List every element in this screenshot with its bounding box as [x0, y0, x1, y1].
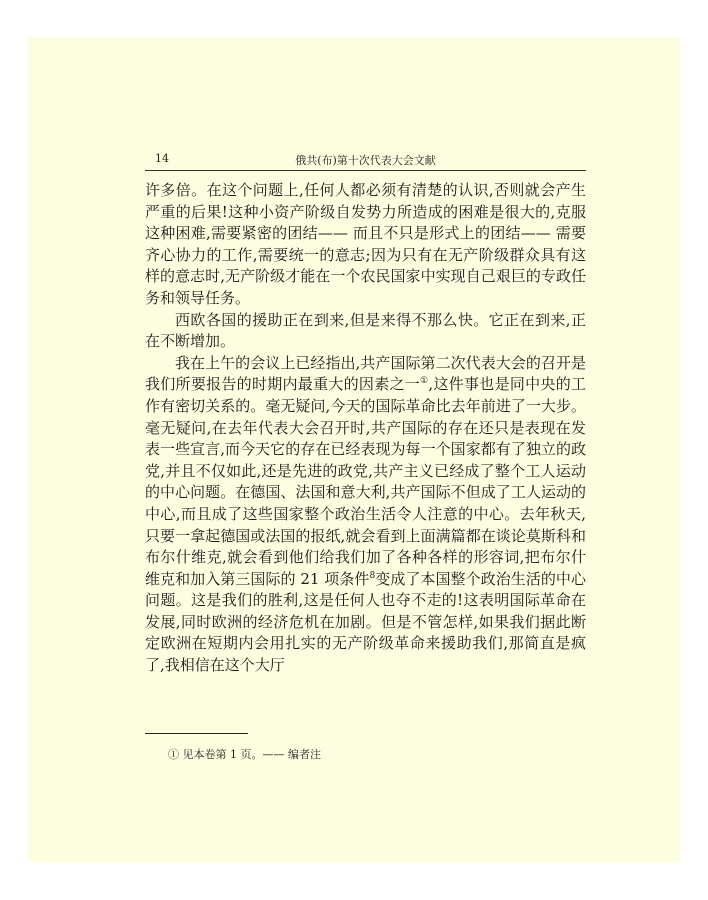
page-number: 14	[155, 152, 169, 165]
page-header	[145, 152, 586, 171]
footnote-marker: ①	[168, 748, 179, 761]
running-title: 俄共(布)第十次代表大会文献	[295, 154, 436, 167]
paragraph-3-part-1: 我在上午的会议上已经指出,共产国际第二次代表大会的召开是我们所要报告的时期内最重大的因素之一	[145, 353, 586, 394]
footnote-text: 见本卷第 1 页。—— 编者注	[182, 748, 321, 761]
footnote	[168, 746, 321, 762]
paragraph-3	[145, 353, 586, 677]
paragraph-1: 许多倍。在这个问题上,任何人都必须有清楚的认识,否则就会产生严重的后果!这种小资产阶级自发势力所造成的困难是很大的,克服这种困难,需要紧密的团结—— 而且不只是形式上的团结—— 需要齐心协力的工作,需要统一的意志;因为只有在无产阶级群众具有这样的意志时,无产阶级才能在一个农民国家中实现自己艰巨的专政任务和领导任务。	[145, 181, 586, 307]
endnote-reference-8[interactable]: 8	[369, 570, 376, 581]
paragraph-3-part-3: 变成了本国整个政治生活的中心问题。这是我们的胜利,这是任何人也夺不走的!这表明国际革命在发展,同时欧洲的经济危机在加剧。但是不管怎样,如果我们据此断定欧洲在短期内会用扎实的无产阶级革命来援助我们,那简直是疯了,我相信在这个大厅	[145, 569, 586, 675]
paragraph-2: 西欧各国的援助正在到来,但是来得不那么快。它正在到来,正在不断增加。	[145, 310, 586, 351]
body-text	[145, 180, 586, 677]
footnote-divider	[145, 733, 248, 734]
paragraph-3-part-2: ,这件事也是同中央的工作有密切关系的。毫无疑问,今天的国际革命比去年前进了一大步。毫无疑问,在去年代表大会召开时,共产国际的存在还只是表现在发表一些宣言,而今天它的存在已经表现为每一个国家都有了独立的政党,并且不仅如此,还是先进的政党,共产主义已经成了整个工人运动的中心问题。在德国、法国和意大利,共产国际不但成了工人运动的中心,而且成了这些国家整个政治生活令人注意的中心。去年秋天,只要一拿起德国或法国的报纸,就会看到上面满篇都在谈论莫斯科和布尔什维克,就会看到他们给我们加了各种各样的形容词,把布尔什维克和加入第三国际的 21 项条件	[145, 375, 586, 588]
footnote-reference-1[interactable]: ①	[420, 376, 429, 387]
